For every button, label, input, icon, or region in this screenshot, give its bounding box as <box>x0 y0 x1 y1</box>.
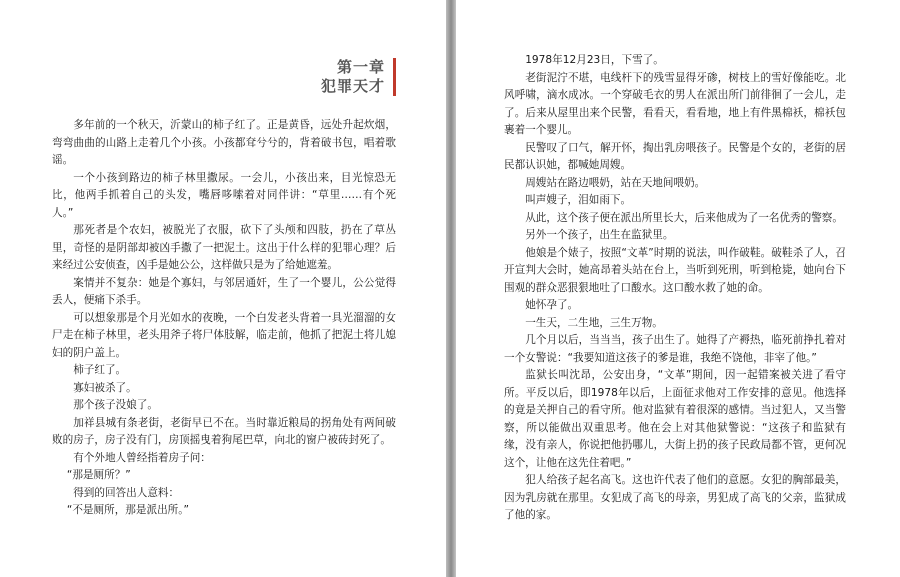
paragraph: 一个小孩到路边的柿子林里撒尿。一会儿，小孩出来，目光惊恐无比，他两手抓着自己的头发，嘴唇哆嗦着对同伴讲：“草里……有个死人。” <box>52 171 396 219</box>
paragraph: 周嫂站在路边喂奶，站在天地间喂奶。 <box>525 176 706 189</box>
paragraph: 民警叹了口气，解开怀，掏出乳房喂孩子。民警是个女的，老街的居民都认识她，都喊她周嫂。 <box>504 141 846 171</box>
paragraph: 加祥县城有条老街，老街早已不在。当时靠近粮局的拐角处有两间破败的房子，房子没有门，房顶摇曳着狗尾巴草，向北的窗户被砖封死了。 <box>52 416 396 446</box>
chapter-heading <box>321 58 396 96</box>
paragraph: 柿子红了。 <box>73 364 127 376</box>
paragraph: 老街泥泞不堪，电线杆下的残雪显得牙碜，树枝上的雪好像能吃。北风呼啸，滴水成冰。一个穿破毛衣的男人在派出所门前徘徊了一会儿，走了。后来从屋里出来个民警，看看天，看看地，地上有件黑棉袄，棉袄包裹着一个婴儿。 <box>504 71 846 136</box>
paragraph: 监狱长叫沈昂，公安出身，“文革”期间，因一起错案被关进了看守所。平反以后，即1978年以后，上面征求他对工作安排的意见。他选择的竟是关押自己的看守所。他对监狱有着很深的感情。当过犯人，又当警察，所以能做出双重思考。他在会上对其他狱警说：“这孩子和监狱有缘，没有亲人，你说把他扔哪儿，大街上扔的孩子民政局都不管，更何况这个，让他在这先住着吧。” <box>504 369 846 469</box>
chapter-number: 第一章 <box>336 58 385 76</box>
paragraph: 他娘是个婊子，按照“文革”时期的说法，叫作破鞋。破鞋杀了人，召开宣判大会时，她高昂着头站在台上，当听到死刑，听到枪毙，她向台下围观的群众恶狠狠地吐了口酸水。这口酸水救了她的命。 <box>504 246 846 294</box>
paragraph: 寡妇被杀了。 <box>73 381 137 394</box>
paragraph: 她怀孕了。 <box>525 299 579 311</box>
paragraph: 那个孩子没娘了。 <box>73 399 158 411</box>
paragraph: 犯人给孩子起名高飞。这也许代表了他们的意愿。女犯的胸部最美，因为乳房就在那里。女犯成了高飞的母亲，男犯成了高飞的父亲，监狱成了他的家。 <box>504 474 846 521</box>
paragraph: 得到的回答出人意料： <box>73 486 180 499</box>
paragraph: 案情并不复杂：她是个寡妇，与邻居通奸，生了一个婴儿，公公觉得丢人，便痛下杀手。 <box>52 276 396 306</box>
chapter-title: 犯罪天才 <box>320 77 385 95</box>
paragraph: 一生天，二生地，三生万物。 <box>525 316 663 329</box>
paragraph: 1978年12月23日，下雪了。 <box>525 54 664 66</box>
book-gutter <box>446 0 456 577</box>
paragraph: 可以想象那是个月光如水的夜晚，一个白发老头背着一具光溜溜的女尸走在柿子林里，老头用斧子将尸体肢解，临走前，他抓了把泥土将儿媳妇的阴户盖上。 <box>52 311 396 359</box>
left-page <box>0 0 446 577</box>
right-body-text <box>504 52 846 525</box>
paragraph: 有个外地人曾经指着房子问： <box>73 451 211 464</box>
paragraph: 几个月以后，当当当，孩子出生了。她得了产褥热，临死前挣扎着对一个女警说：“我要知道这孩子的爹是谁，我绝不饶他，非宰了他。” <box>504 334 846 364</box>
paragraph: 多年前的一个秋天，沂蒙山的柿子红了。正是黄昏，远处升起炊烟，弯弯曲曲的山路上走着几个小孩。小孩都耷兮兮的，背着破书包，唱着歌谣。 <box>52 119 396 166</box>
paragraph: 从此，这个孩子便在派出所里长大，后来他成为了一名优秀的警察。 <box>525 211 843 224</box>
paragraph: “不是厕所，那是派出所。” <box>66 504 190 516</box>
paragraph: 叫声嫂子，泪如雨下。 <box>525 194 632 206</box>
left-body-text <box>52 117 396 520</box>
paragraph: 那死者是个农妇，被脱光了衣服，砍下了头颅和四肢，扔在了草丛里，奇怪的是阴部却被凶手撒了一把泥土。这出于什么样的犯罪心理？后来经过公安侦查，凶手是她公公，这样做只是为了给她遮羞。 <box>52 224 396 271</box>
paragraph: 另外一个孩子，出生在监狱里。 <box>525 229 674 241</box>
paragraph: “那是厕所？” <box>66 469 131 481</box>
